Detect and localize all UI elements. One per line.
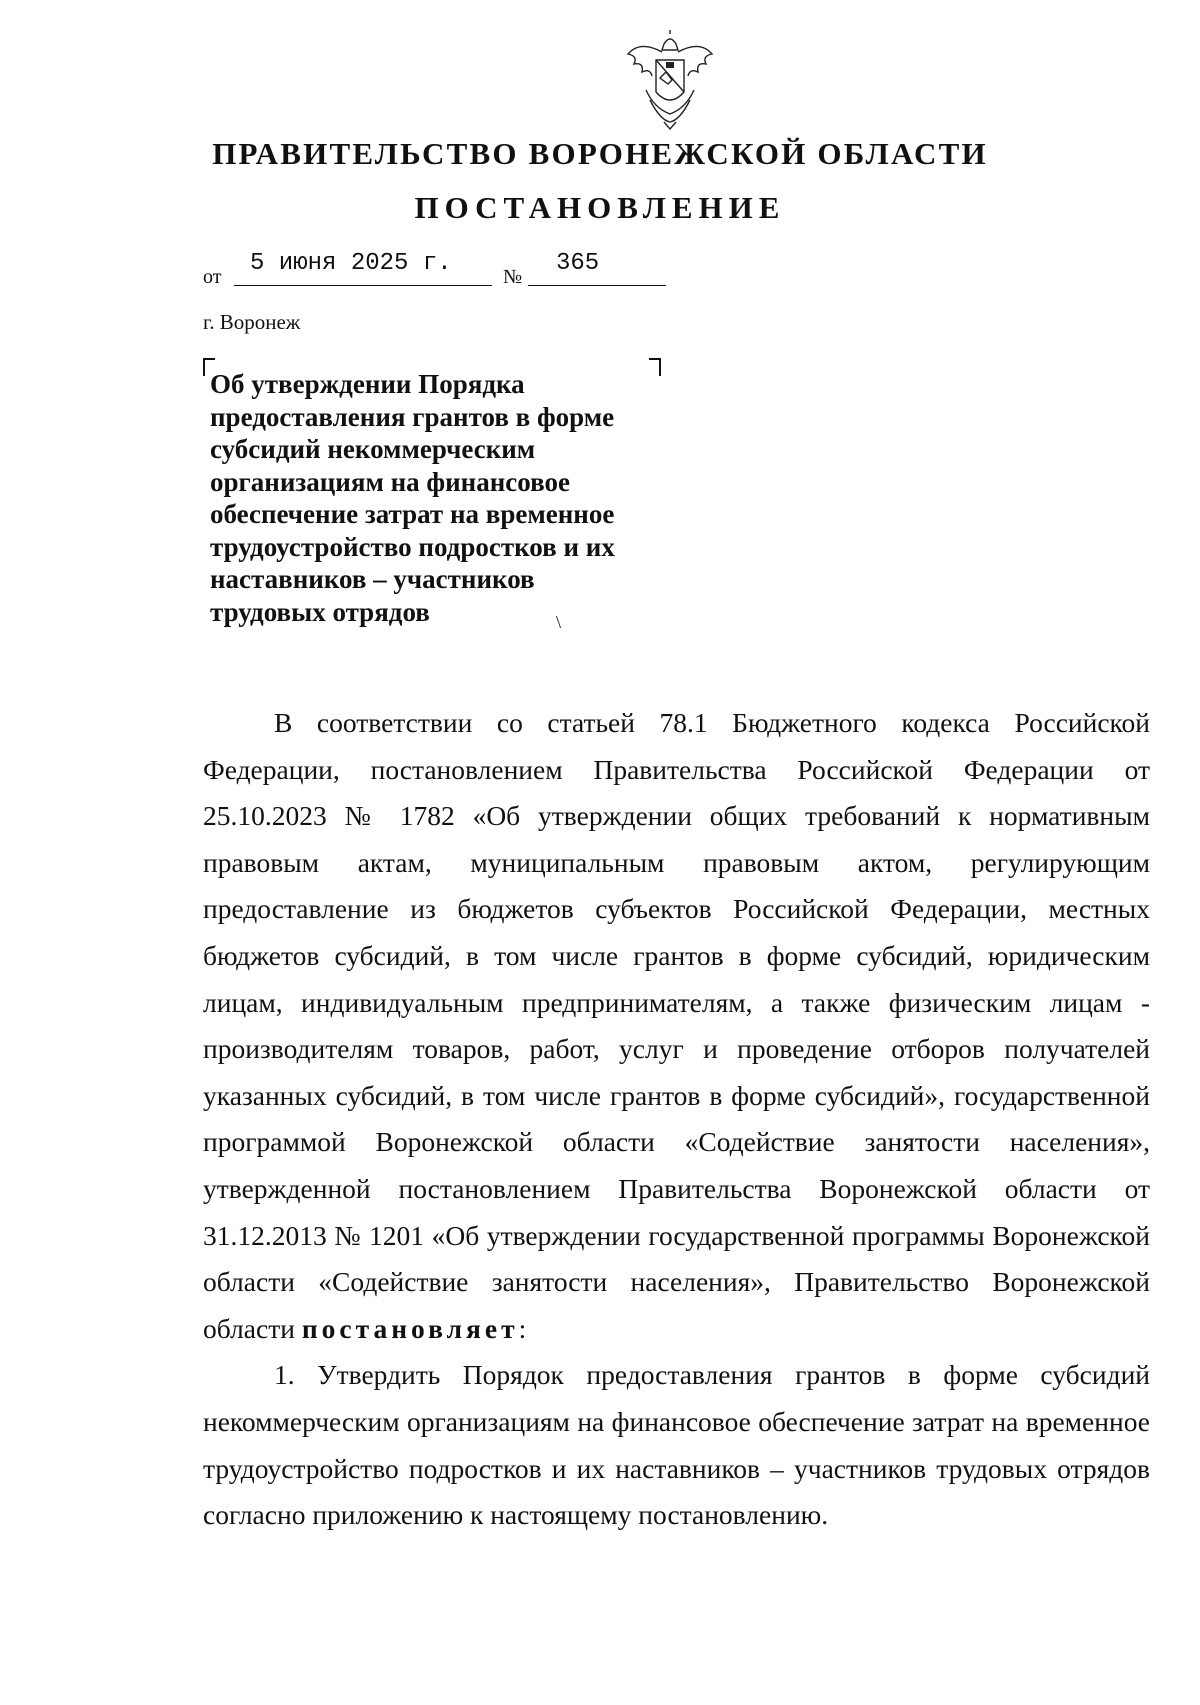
preamble-text: В соответствии со статьей 78.1 Бюджетного кодекса Российской Федерации, постановлением Правительства Российской Федерации от 25.10.2023 № 1782 «Об утверждении общих требований к нормативным правовым актам, муниципальным правовым актом, регулирующим предоставление из бюджетов субъектов Российской Федерации, местных бюджетов субсидий, в том числе грантов в форме субсидий, юридическим лицам, индивидуальным предпринимателям, а также физическим лицам - производителям товаров, работ, услуг и проведение отборов получателей указанных субсидий, в том числе грантов в форме субсидий», государственной программой Воронежской области «Содействие занятости населения», утвержденной постановлением Правительства Воронежской области от 31.12.2013 № 1201 «Об утверждении государственной программы Воронежской области «Содействие занятости населения», Правительство Воронежской области — [203, 707, 1150, 1344]
document-date: 5 июня 2025 г. — [234, 250, 492, 286]
item-1-paragraph: 1. Утвердить Порядок предоставления грантов в форме субсидий некоммерческим организациям на финансовое обеспечение затрат на временное трудоустройство подростков и их наставников – участников трудовых отрядов согласно приложению к настоящему постановлению. — [203, 1359, 1150, 1531]
date-prefix: от — [203, 266, 222, 288]
title-line: субсидий некоммерческим — [210, 434, 536, 464]
title-line: Об утверждении Порядка — [210, 369, 525, 399]
document-body — [203, 700, 1150, 1539]
document-number: 365 — [528, 250, 666, 286]
decree-word: постановляет — [301, 1312, 519, 1344]
title-line: организациям на финансовое — [210, 466, 570, 497]
coat-of-arms-icon — [620, 30, 720, 130]
title-line: наставников – участников — [210, 564, 535, 594]
city: г. Воронеж — [203, 310, 301, 334]
document-title — [210, 368, 680, 628]
title-line: трудоустройство подростков и их — [210, 531, 615, 562]
title-line: предоставления грантов в форме — [210, 401, 615, 432]
organization-name: ПРАВИТЕЛЬСТВО ВОРОНЕЖСКОЙ ОБЛАСТИ — [212, 136, 988, 171]
number-prefix: № — [503, 266, 523, 288]
stray-mark: \ — [556, 612, 562, 632]
preamble-paragraph — [203, 700, 1150, 1352]
decree-colon: : — [518, 1312, 527, 1344]
title-line: обеспечение затрат на временное — [210, 499, 615, 529]
document-type: ПОСТАНОВЛЕНИЕ — [414, 190, 786, 225]
title-line: трудовых отрядов — [210, 596, 430, 627]
